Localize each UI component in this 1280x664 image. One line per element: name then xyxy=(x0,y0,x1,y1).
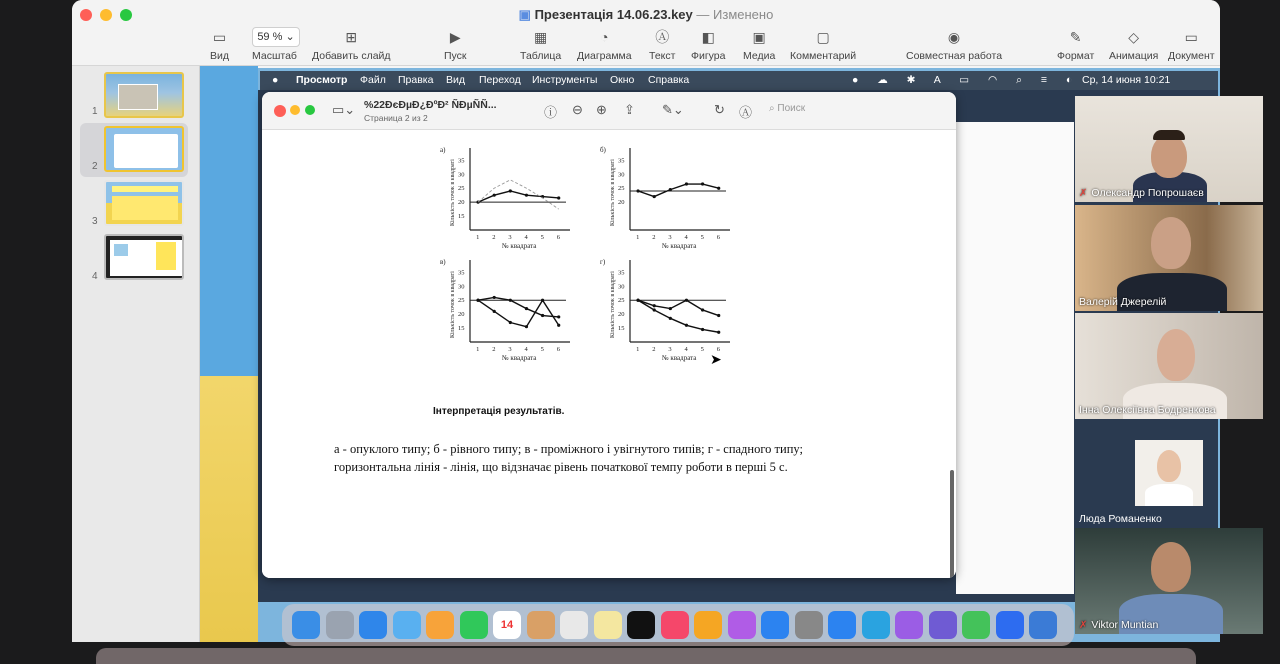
y-tick-label: 30 xyxy=(458,283,465,291)
keynote-toolbar xyxy=(72,0,1220,66)
data-point xyxy=(525,325,528,328)
participant-name: Люда Романенко xyxy=(1079,513,1162,525)
muted-mic-icon: ✗ xyxy=(1079,188,1088,199)
participant-name: Валерій Джерелій xyxy=(1079,296,1167,308)
data-point xyxy=(541,299,544,302)
menu-tools[interactable]: Инструменты xyxy=(532,74,598,86)
y-tick-label: 30 xyxy=(458,171,465,179)
y-tick-label: 25 xyxy=(458,297,465,305)
animate-icon: ◇ xyxy=(1128,29,1140,45)
music-dock-icon[interactable] xyxy=(661,611,689,639)
x-tick-label: 1 xyxy=(476,234,480,241)
collaborate-button[interactable] xyxy=(906,28,1002,62)
chart-panel-b xyxy=(590,144,740,256)
y-tick-label: 35 xyxy=(618,157,625,165)
data-point xyxy=(653,304,656,307)
slide-thumbnail-1[interactable] xyxy=(104,72,184,118)
preview-minimize-button[interactable] xyxy=(290,105,300,115)
y-tick-label: 35 xyxy=(458,157,465,165)
mouse-cursor-icon: ➤ xyxy=(710,351,722,367)
slide-background xyxy=(200,66,258,376)
y-tick-label: 35 xyxy=(458,269,465,277)
participant-tile[interactable] xyxy=(1075,528,1263,634)
menu-edit[interactable]: Правка xyxy=(398,74,434,86)
podcasts-dock-icon[interactable] xyxy=(728,611,756,639)
x-tick-label: 3 xyxy=(668,234,672,241)
slide-number: 2 xyxy=(92,161,98,172)
participant-name: ✗ Viktor Muntian xyxy=(1079,619,1159,631)
x-tick-label: 3 xyxy=(508,346,512,353)
interpretation-heading: Інтерпретація результатів. xyxy=(433,406,565,417)
data-point xyxy=(669,307,672,310)
search-placeholder: Поиск xyxy=(777,103,806,114)
browser-dock-icon[interactable] xyxy=(1029,611,1057,639)
markup-pen-icon[interactable]: ✎⌄ xyxy=(662,102,684,117)
chart-panel-c xyxy=(430,256,580,368)
x-tick-label: 4 xyxy=(524,234,528,241)
y-tick-label: 25 xyxy=(618,297,625,305)
x-tick-label: 2 xyxy=(652,234,656,241)
data-point xyxy=(557,324,560,327)
add-slide-button[interactable] xyxy=(312,28,391,62)
background-document xyxy=(956,122,1074,594)
slide-number: 1 xyxy=(92,106,98,117)
data-point xyxy=(493,194,496,197)
slide-number: 3 xyxy=(92,216,98,227)
collaborate-label: Совместная работа xyxy=(906,50,1003,62)
pages-dock-icon[interactable] xyxy=(694,611,722,639)
x-tick-label: 2 xyxy=(652,346,656,353)
x-tick-label: 4 xyxy=(684,234,688,241)
slide-background-yellow xyxy=(200,376,258,642)
data-point xyxy=(685,299,688,302)
messages-dock-icon[interactable] xyxy=(962,611,990,639)
slide-thumbnail-2[interactable] xyxy=(104,126,184,172)
sidebar-toggle-icon[interactable]: ▭⌄ xyxy=(332,102,356,117)
format-icon: ✎ xyxy=(1069,29,1082,45)
shape-icon: ◧ xyxy=(701,29,715,45)
search-icon: ⌕ xyxy=(769,103,775,114)
search-field[interactable] xyxy=(769,103,805,114)
animate-label: Анимация xyxy=(1109,50,1159,62)
data-point xyxy=(685,182,688,185)
x-tick-label: 4 xyxy=(524,346,528,353)
menu-app-preview[interactable]: Просмотр xyxy=(296,74,348,86)
y-tick-label: 30 xyxy=(618,283,625,291)
data-point xyxy=(653,195,656,198)
caption-line-2: горизонтальна лінія - лінія, що відзначає рівень початкової темпу роботи в перші 5 с. xyxy=(334,460,788,474)
data-point xyxy=(701,328,704,331)
share-icon[interactable]: ⇪ xyxy=(624,102,635,117)
panel-label: г) xyxy=(600,258,606,266)
data-point xyxy=(509,189,512,192)
media-label: Медиа xyxy=(743,50,776,62)
text-label: Текст xyxy=(649,50,676,62)
preview-zoom-button[interactable] xyxy=(305,105,315,115)
zoom-in-icon[interactable]: ⊕ xyxy=(596,102,607,117)
data-point xyxy=(636,189,639,192)
data-point xyxy=(476,299,479,302)
table-label: Таблица xyxy=(520,50,562,62)
notes-dock-icon[interactable] xyxy=(594,611,622,639)
menubar-clock: Ср, 14 июня 10:21 xyxy=(1082,74,1171,86)
participant-avatar xyxy=(1135,440,1203,506)
zoom-dock-icon[interactable] xyxy=(996,611,1024,639)
data-point xyxy=(636,299,639,302)
y-axis-label: Кількість точок в квадраті xyxy=(610,159,616,226)
menu-window[interactable]: Окно xyxy=(610,74,635,86)
view-label: Вид xyxy=(210,50,229,62)
shape-label: Фигура xyxy=(691,50,726,62)
document-label: Документ xyxy=(1168,50,1215,62)
zoom-select[interactable]: 59 % ⌄ xyxy=(252,27,300,47)
menu-help[interactable]: Справка xyxy=(648,74,690,86)
format-label: Формат xyxy=(1057,50,1095,62)
participant-tile[interactable] xyxy=(1075,313,1263,419)
data-point xyxy=(509,299,512,302)
window-title: ▣ Презентація 14.06.23.key — Изменено xyxy=(518,7,774,22)
data-point xyxy=(717,331,720,334)
participant-name: ✗ Олександр Попрошаєв xyxy=(1079,187,1204,199)
animate-button[interactable] xyxy=(1109,28,1158,62)
collaborate-icon: ◉ xyxy=(947,29,961,45)
series-line xyxy=(478,180,559,209)
preview-close-button[interactable] xyxy=(274,105,286,117)
x-tick-label: 4 xyxy=(684,346,688,353)
photos-dock-icon[interactable] xyxy=(426,611,454,639)
add-slide-label: Добавить слайд xyxy=(312,50,391,62)
comment-icon: ▢ xyxy=(816,29,830,45)
y-tick-label: 20 xyxy=(618,199,625,207)
data-point xyxy=(717,187,720,190)
shared-screen-menubar xyxy=(260,71,1218,90)
y-axis-label: Кількість точок в квадраті xyxy=(610,271,616,338)
maps-dock-icon[interactable] xyxy=(393,611,421,639)
x-tick-label: 1 xyxy=(636,346,640,353)
shape-button[interactable] xyxy=(691,28,726,62)
launchpad-dock-icon[interactable] xyxy=(326,611,354,639)
host-dock xyxy=(96,648,1196,664)
table-icon: ▦ xyxy=(533,29,548,45)
y-tick-label: 15 xyxy=(618,325,625,333)
markup-icon[interactable]: Ⓐ xyxy=(739,105,753,120)
finder-dock-icon[interactable] xyxy=(292,611,320,639)
data-point xyxy=(525,194,528,197)
preview-window xyxy=(262,92,956,578)
x-tick-label: 3 xyxy=(668,346,672,353)
x-tick-label: 6 xyxy=(716,234,720,241)
dock xyxy=(282,604,1074,646)
x-tick-label: 5 xyxy=(700,234,704,241)
calendar-dock-icon[interactable]: 14 xyxy=(493,611,521,639)
chart-button[interactable] xyxy=(577,28,632,62)
play-icon: ▶ xyxy=(449,29,461,45)
text-icon: Ⓐ xyxy=(655,29,670,45)
participant-tile[interactable] xyxy=(1075,205,1263,311)
muted-mic-icon: ✗ xyxy=(1079,620,1088,631)
pdf-page xyxy=(262,130,956,578)
data-point xyxy=(685,324,688,327)
preview-scrollbar[interactable] xyxy=(950,470,954,578)
menu-view[interactable]: Вид xyxy=(446,74,465,86)
y-tick-label: 20 xyxy=(458,199,465,207)
x-tick-label: 1 xyxy=(636,234,640,241)
y-tick-label: 25 xyxy=(458,185,465,193)
slide-thumbnail-4[interactable] xyxy=(104,234,184,280)
menu-go[interactable]: Переход xyxy=(479,74,521,86)
participant-tile[interactable] xyxy=(1075,96,1263,202)
data-point xyxy=(717,314,720,317)
data-point xyxy=(557,315,560,318)
participant-name: Інна Олексіївна Бодренкова xyxy=(1079,404,1216,416)
status-icons: ● ☁ ✱ A ▭ ◠ ⌕ ≡ ◐ xyxy=(852,74,1081,86)
x-tick-label: 6 xyxy=(556,346,560,353)
x-axis-label: № квадрата xyxy=(502,354,537,362)
x-tick-label: 5 xyxy=(540,346,544,353)
telegram-dock-icon[interactable] xyxy=(862,611,890,639)
tv-dock-icon[interactable] xyxy=(627,611,655,639)
notes-brown-dock-icon[interactable] xyxy=(527,611,555,639)
y-tick-label: 15 xyxy=(458,213,465,221)
data-point xyxy=(701,182,704,185)
info-icon[interactable]: ⓘ xyxy=(544,105,558,120)
data-point xyxy=(493,310,496,313)
slide-thumbnail-3[interactable] xyxy=(104,180,184,226)
y-tick-label: 20 xyxy=(618,311,625,319)
y-axis-label: Кількість точок в квадраті xyxy=(450,159,456,226)
x-tick-label: 6 xyxy=(716,346,720,353)
comment-label: Комментарий xyxy=(790,50,857,62)
y-axis-label: Кількість точок в квадраті xyxy=(450,271,456,338)
reminders-dock-icon[interactable] xyxy=(560,611,588,639)
slide-navigator xyxy=(72,66,200,642)
data-point xyxy=(669,188,672,191)
chart-label: Диаграмма xyxy=(577,50,632,62)
caption-line-1: а - опуклого типу; б - рівного типу; в - проміжного і увігнутого типів; г - спадного типу; xyxy=(334,442,803,456)
x-axis-label: № квадрата xyxy=(662,354,697,362)
comment-button[interactable] xyxy=(790,28,856,62)
data-point xyxy=(541,314,544,317)
data-point xyxy=(525,307,528,310)
facetime-dock-icon[interactable] xyxy=(460,611,488,639)
bluetooth-dock-icon[interactable] xyxy=(828,611,856,639)
x-tick-label: 2 xyxy=(492,346,496,353)
zoom-value: 59 % xyxy=(257,31,283,43)
safari-dock-icon[interactable] xyxy=(359,611,387,639)
chart-panel-a xyxy=(430,144,580,256)
data-point xyxy=(557,196,560,199)
y-tick-label: 20 xyxy=(458,311,465,319)
sidebar-icon: ▭ xyxy=(212,29,227,45)
preview-page-indicator: Страница 2 из 2 xyxy=(364,113,428,123)
x-tick-label: 2 xyxy=(492,234,496,241)
media-icon: ▣ xyxy=(752,29,766,45)
x-axis-label: № квадрата xyxy=(662,242,697,250)
panel-label: б) xyxy=(600,146,606,154)
x-tick-label: 6 xyxy=(556,234,560,241)
chart-icon: ◔ xyxy=(600,29,609,45)
format-button[interactable] xyxy=(1057,28,1094,62)
panel-label: а) xyxy=(440,146,446,154)
panel-label: в) xyxy=(440,258,446,266)
preview-toolbar xyxy=(262,92,956,130)
data-point xyxy=(509,321,512,324)
zoom-label: Масштаб xyxy=(252,50,297,62)
app-store-dock-icon[interactable] xyxy=(761,611,789,639)
y-tick-label: 35 xyxy=(618,269,625,277)
data-point xyxy=(653,308,656,311)
y-tick-label: 30 xyxy=(618,171,625,179)
settings-dock-icon[interactable] xyxy=(795,611,823,639)
play-button[interactable] xyxy=(444,28,467,62)
text-button[interactable] xyxy=(649,28,675,62)
menu-file[interactable]: Файл xyxy=(360,74,386,86)
edited-status: Изменено xyxy=(713,7,774,22)
media-button[interactable] xyxy=(743,28,775,62)
play-label: Пуск xyxy=(444,50,467,62)
preview-title: %22ÐєÐµÐ¿ÐºÐ² ÑÐµÑÑ... xyxy=(364,99,497,111)
x-tick-label: 1 xyxy=(476,346,480,353)
add-slide-icon: ⊞ xyxy=(345,29,358,45)
x-tick-label: 5 xyxy=(540,234,544,241)
view-button[interactable] xyxy=(210,28,229,62)
data-point xyxy=(669,317,672,320)
wallet-dock-icon[interactable] xyxy=(895,611,923,639)
document-name: Презентація 14.06.23.key xyxy=(534,7,693,22)
apple-menu-icon[interactable]: ● xyxy=(272,74,279,86)
x-tick-label: 3 xyxy=(508,234,512,241)
y-tick-label: 25 xyxy=(618,185,625,193)
data-point xyxy=(701,308,704,311)
rotate-icon[interactable]: ↻ xyxy=(714,102,725,117)
document-icon: ▭ xyxy=(1184,29,1198,45)
y-tick-label: 15 xyxy=(458,325,465,333)
table-button[interactable] xyxy=(520,28,561,62)
data-point xyxy=(493,296,496,299)
x-axis-label: № квадрата xyxy=(502,242,537,250)
slide-number: 4 xyxy=(92,271,98,282)
series-line xyxy=(638,184,719,197)
zoom-out-icon[interactable]: ⊖ xyxy=(572,102,583,117)
zoom-button[interactable] xyxy=(252,46,297,62)
document-button[interactable] xyxy=(1168,28,1215,62)
viber-dock-icon[interactable] xyxy=(929,611,957,639)
x-tick-label: 5 xyxy=(700,346,704,353)
